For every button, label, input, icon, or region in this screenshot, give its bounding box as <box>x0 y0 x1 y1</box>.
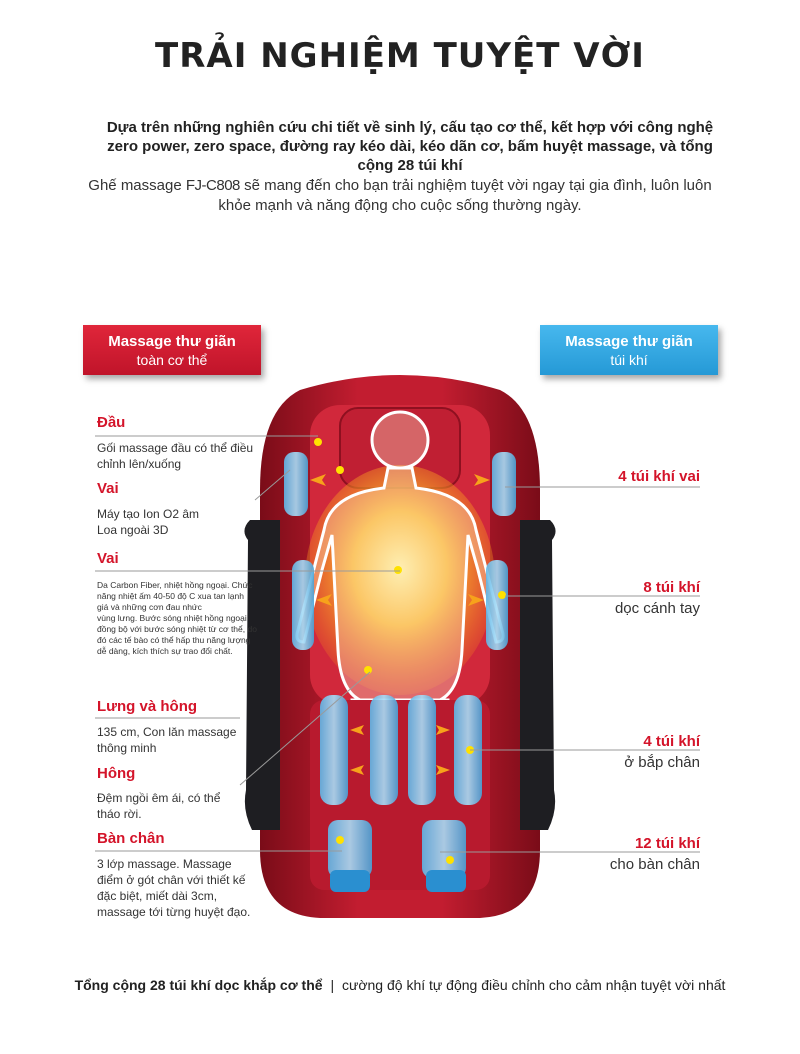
tag-right-line1: Massage thư giãn <box>565 333 693 350</box>
airbag-foot-sub: cho bàn chân <box>609 856 700 873</box>
feature-head-heading: Đầu <box>97 414 126 431</box>
feature-hip-heading: Hông <box>97 765 136 782</box>
feature-foot-heading: Bàn chân <box>97 830 165 847</box>
feature-waist-heading: Lưng và hông <box>97 698 198 715</box>
airbag-shoulder <box>618 466 700 487</box>
tag-full-body-massage <box>83 325 261 375</box>
airbag-foot <box>610 833 700 875</box>
intro-text <box>70 176 730 216</box>
footer-summary <box>0 977 800 993</box>
intro-text-before: Ghế massage <box>88 177 182 194</box>
tag-left-line2: toàn cơ thể <box>136 352 208 368</box>
airbag-calf-count: 4 <box>643 733 652 750</box>
chair-side-left <box>244 520 280 830</box>
foot-well-left <box>330 870 370 892</box>
tag-airbag-massage <box>540 325 718 375</box>
airbag-calf <box>624 731 700 773</box>
feature-back-heat-desc: Da Carbon Fiber, nhiệt hồng ngoại. Chức năng nhiệt ấm 40-50 độ C xua tan lạnh giá và những cơn đau nhức vùng lưng. Bước sóng nhiệt hồng ngoại đồng bộ với bước sóng nhiệt từ cơ thể, do đó các tế bào có thể hấp thu năng lượng dễ dàng, kích thích sự trao đổi chất. <box>97 580 257 656</box>
tag-right-line2: túi khí <box>610 352 648 368</box>
footer-text: cường độ khí tự động điều chỉnh cho cảm nhận tuyệt vời nhất <box>341 977 726 993</box>
model-name: FJ-C808 <box>185 177 240 194</box>
intro-bold-text: Dựa trên những nghiên cứu chi tiết về sinh lý, cấu tạo cơ thể, kết hợp với công nghệ zero power, zero space, đường ray kéo dài, kéo dãn cơ, bấm huyệt massage, và tổng cộng 28 túi khí <box>106 119 714 174</box>
massage-chair-illustration <box>240 370 560 930</box>
airbag-calf-sub: ở bắp chân <box>624 754 700 771</box>
airbag-arm <box>615 577 700 619</box>
feature-hip-desc: Đệm ngồi êm ái, có thể tháo rời. <box>97 791 221 821</box>
intro-text-after: sẽ mang đến cho bạn trải nghiệm tuyệt vời ngay tại gia đình, luôn luôn khỏe mạnh và năng động cho cuộc sống thường ngày. <box>218 177 712 214</box>
tag-left-line1: Massage thư giãn <box>108 333 236 350</box>
airbag-arm-sub: dọc cánh tay <box>614 600 700 617</box>
airbag-arm-count: 8 <box>643 579 652 596</box>
feature-waist-desc: 135 cm, Con lăn massage thông minh <box>97 725 237 755</box>
feature-foot-desc: 3 lớp massage. Massage điểm ở gót chân với thiết kế đặc biệt, miết dài 3cm, massage tới từng huyệt đạo. <box>97 857 251 919</box>
feature-shoulder-desc: Máy tạo Ion O2 âm Loa ngoài 3D <box>97 507 200 537</box>
airbag-calf-label: túi khí <box>655 733 700 750</box>
feature-back-heat-heading: Vai <box>97 550 119 567</box>
airbag-shoulder-label: túi khí vai <box>630 468 700 485</box>
airbag-foot-label: túi khí <box>655 835 700 852</box>
page-title: TRẢI NGHIỆM TUYỆT VỜI <box>155 36 645 76</box>
foot-well-right <box>426 870 466 892</box>
feature-head-desc: Gối massage đầu có thể điều chỉnh lên/xuống <box>97 441 254 471</box>
airbag-foot-count: 12 <box>634 835 652 852</box>
chair-side-right <box>520 520 556 830</box>
airbag-shoulder-count: 4 <box>618 468 627 485</box>
footer-separator: | <box>330 977 335 993</box>
feature-shoulder-heading: Vai <box>97 480 119 497</box>
airbag-arm-label: túi khí <box>655 579 700 596</box>
footer-bold: Tổng cộng 28 túi khí dọc khắp cơ thể <box>74 977 323 993</box>
